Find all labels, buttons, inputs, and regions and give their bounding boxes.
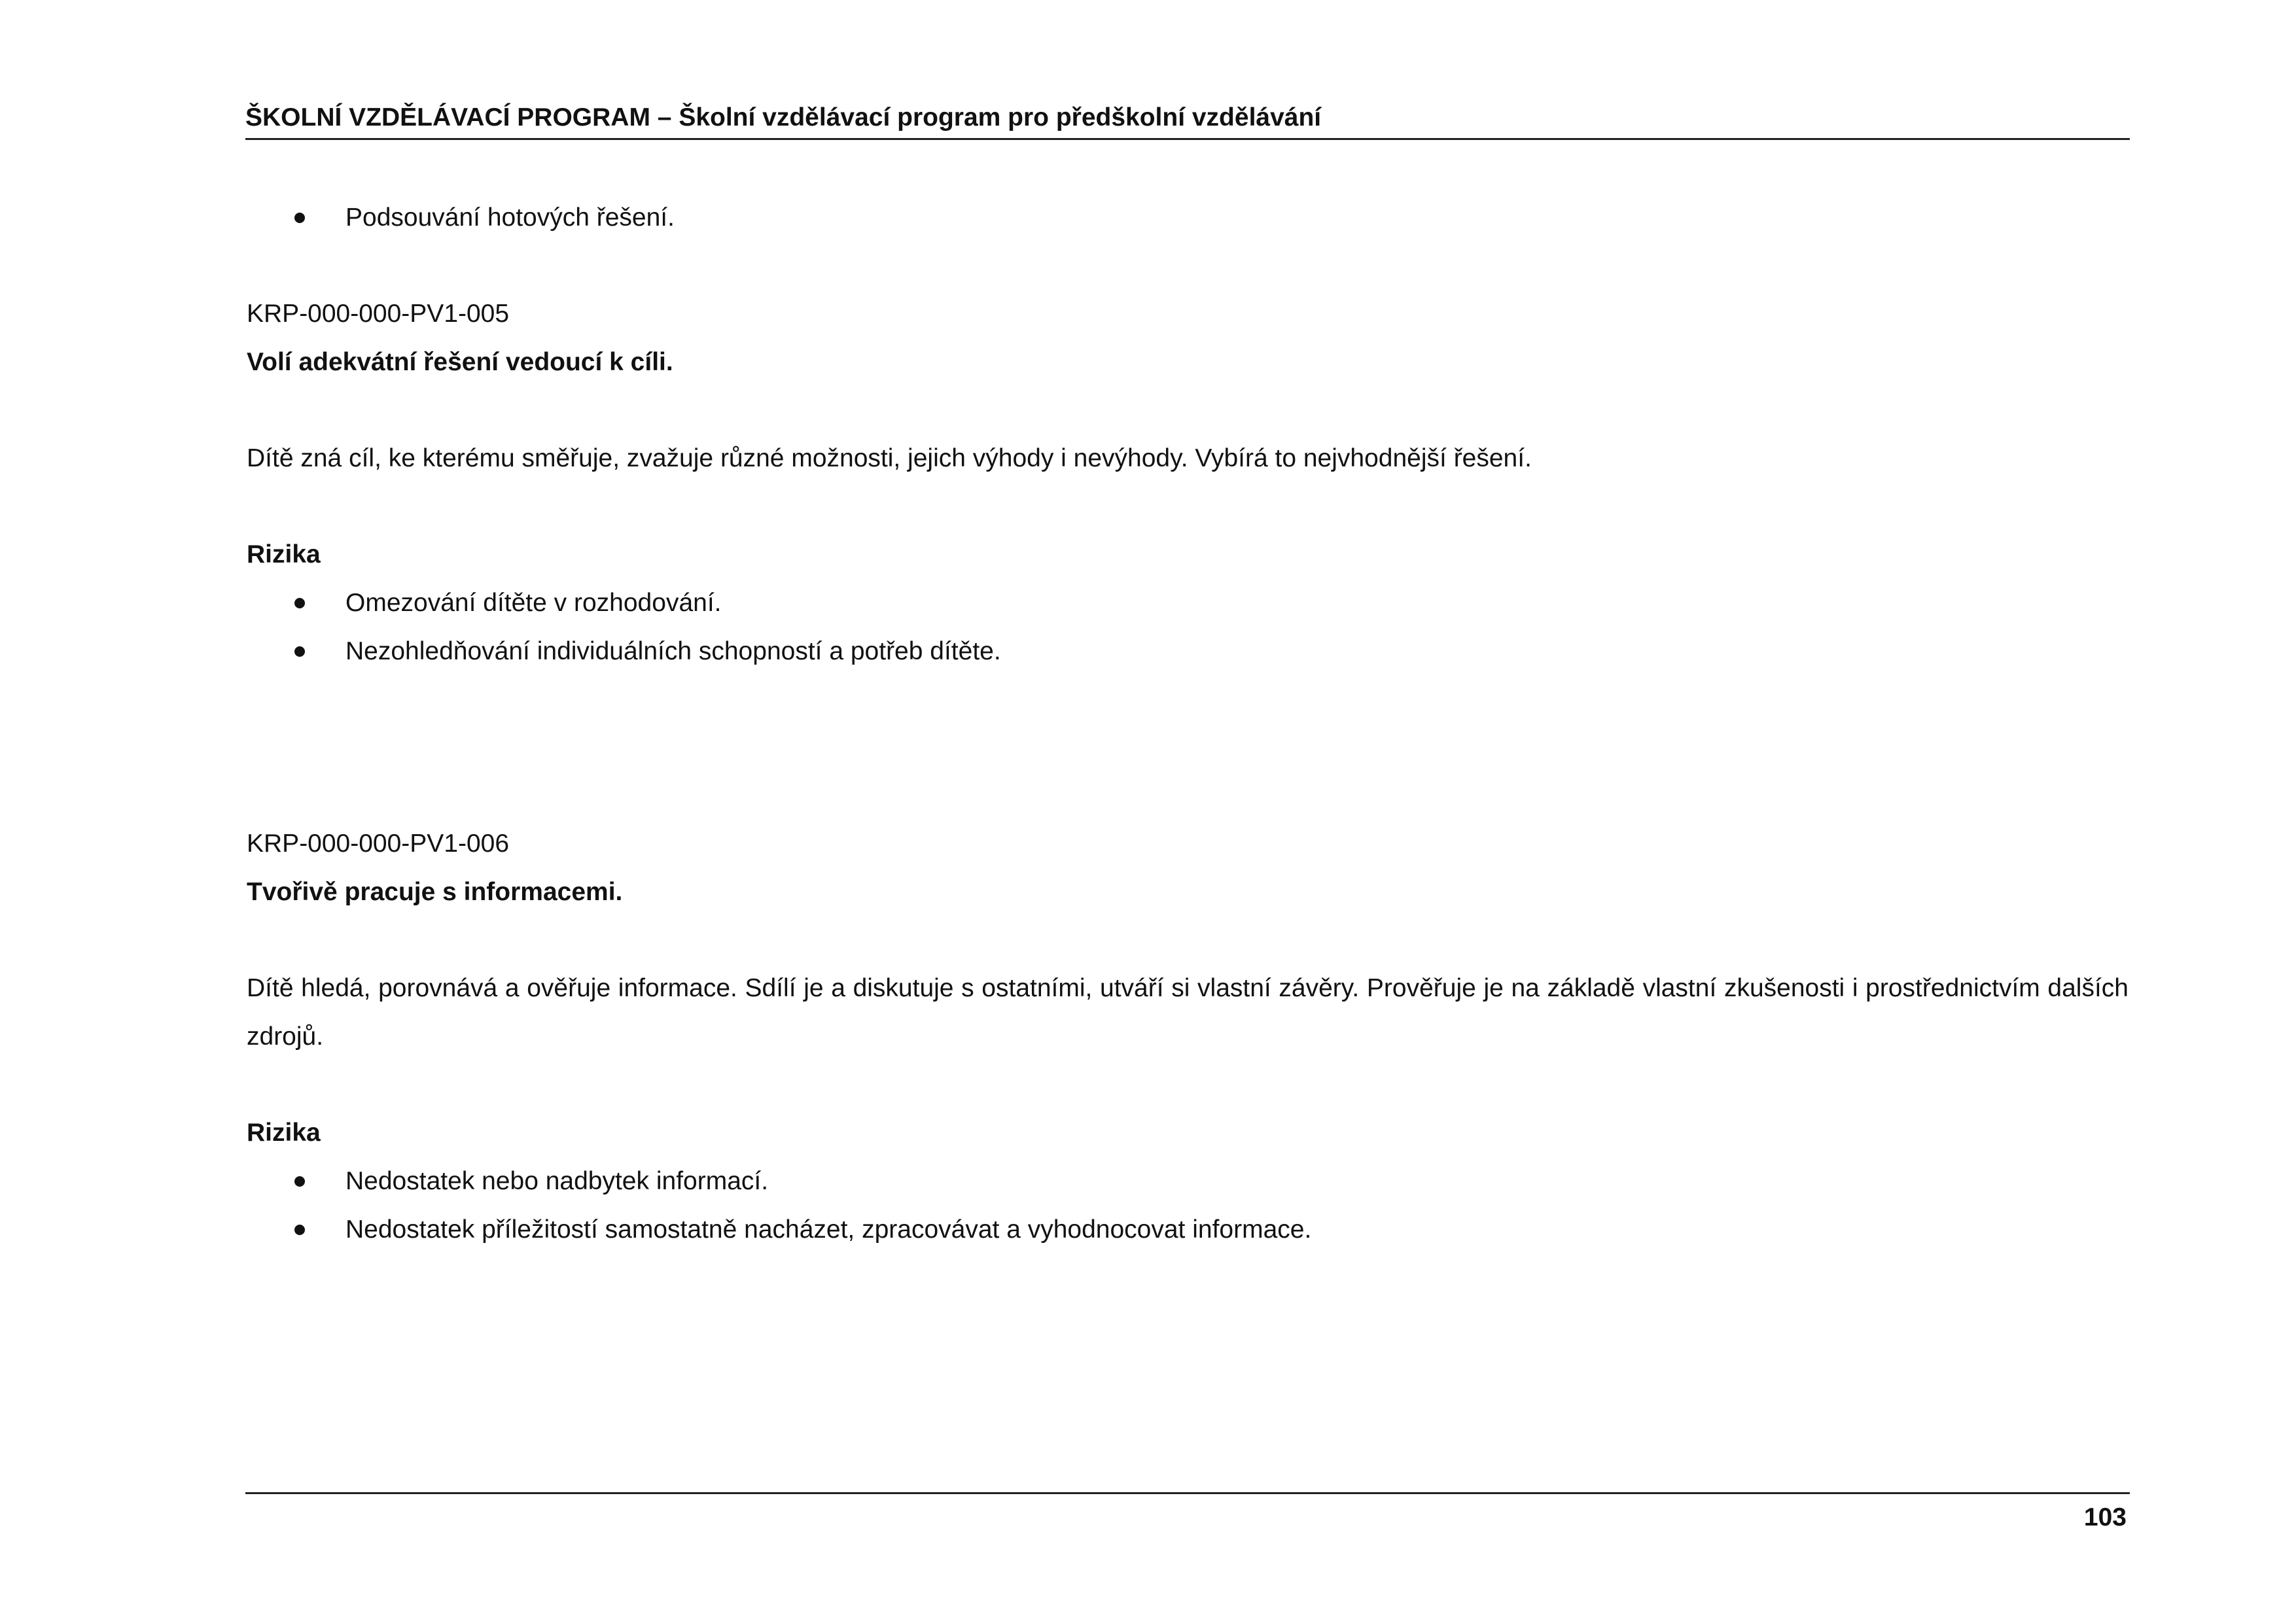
bullet-icon xyxy=(294,1176,305,1187)
header-divider xyxy=(245,138,2130,140)
risks-label: Rizika xyxy=(247,540,321,568)
list-item-text: Nedostatek nebo nadbytek informací. xyxy=(345,1167,769,1195)
bullet-icon xyxy=(294,598,305,608)
list-item-text: Omezování dítěte v rozhodování. xyxy=(345,589,722,617)
section-code: KRP-000-000-PV1-005 xyxy=(247,300,510,328)
list-item-text: Nedostatek příležitostí samostatně nacházet, zpracovávat a vyhodnocovat informace. xyxy=(345,1215,1312,1244)
bullet-icon xyxy=(294,213,305,223)
page-header-title: ŠKOLNÍ VZDĚLÁVACÍ PROGRAM – Školní vzdělávací program pro předškolní vzdělávání xyxy=(245,103,1322,131)
bullet-icon xyxy=(294,1225,305,1235)
risks-list xyxy=(288,1157,1311,1254)
risks-label: Rizika xyxy=(247,1119,321,1147)
section-code: KRP-000-000-PV1-006 xyxy=(247,829,510,858)
list-item xyxy=(288,627,1001,676)
list-item xyxy=(288,579,1001,627)
bullet-icon xyxy=(294,646,305,657)
section-description: Dítě hledá, porovnává a ověřuje informace. Sdílí je a diskutuje s ostatními, utváří si vlastní závěry. Prověřuje je na základě vlastní zkušenosti i prostřednictvím dalších zdrojů. xyxy=(247,974,2128,1051)
section-heading: Tvořivě pracuje s informacemi. xyxy=(247,878,623,906)
footer-divider xyxy=(245,1492,2130,1494)
list-item-text: Podsouvání hotových řešení. xyxy=(345,203,675,232)
list-item-text: Nezohledňování individuálních schopností a potřeb dítěte. xyxy=(345,637,1001,665)
section-description: Dítě zná cíl, ke kterému směřuje, zvažuje různé možnosti, jejich výhody i nevýhody. Vybírá to nejvhodnější řešení. xyxy=(247,444,1532,472)
list-item xyxy=(288,194,675,242)
section-heading: Volí adekvátní řešení vedoucí k cíli. xyxy=(247,348,673,376)
page-number: 103 xyxy=(2083,1503,2127,1531)
list-item xyxy=(288,1157,1311,1206)
risks-list xyxy=(288,579,1001,676)
list-item xyxy=(288,1206,1311,1254)
intro-bullet-list xyxy=(288,194,675,242)
